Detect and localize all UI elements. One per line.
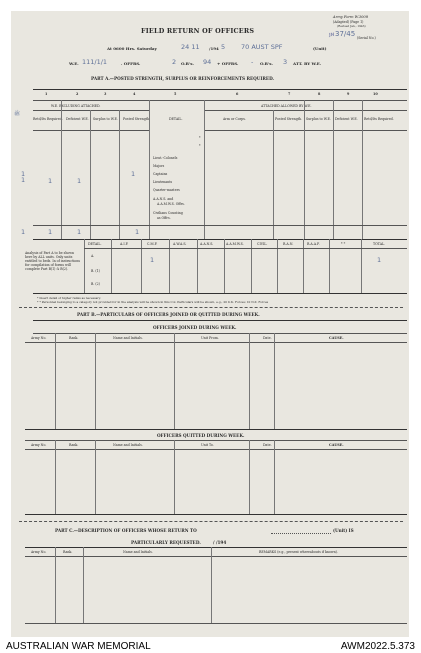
we-label: W.E. bbox=[69, 61, 79, 66]
form-number: Army Form W.3008 bbox=[333, 15, 368, 19]
vline bbox=[274, 440, 275, 514]
col-num-rule bbox=[33, 100, 407, 101]
vline bbox=[333, 100, 334, 240]
total-c4: 1 bbox=[135, 228, 140, 236]
ors-label: O.R's. bbox=[181, 61, 194, 66]
joined-title: OFFICERS JOINED DURING WEEK. bbox=[153, 325, 237, 330]
quitted-col-rank: Rank. bbox=[69, 443, 79, 447]
col-num-8: 8 bbox=[318, 92, 321, 96]
date-year: 5 bbox=[221, 43, 226, 51]
quitted-bottom-rule bbox=[25, 514, 407, 515]
an-row-a: A. bbox=[91, 254, 95, 258]
rank-lieutenants: Lieutenants bbox=[153, 180, 173, 184]
part-c-bottom-rule bbox=[25, 623, 407, 624]
part-b-rule bbox=[33, 320, 407, 321]
at-label: At 0600 Hrs. Saturday bbox=[107, 46, 157, 51]
plus-offrs-value: - bbox=[251, 58, 254, 66]
col-head-8: Surplus to W.E. bbox=[306, 117, 331, 121]
c3-ink: 1 bbox=[77, 177, 82, 185]
date-day: 24 11 bbox=[181, 43, 200, 51]
form-revised: (Revised Jan., 1943) bbox=[337, 24, 366, 28]
quitted-title: OFFICERS QUITTED DURING WEEK. bbox=[157, 433, 245, 438]
joined-rule bbox=[33, 333, 407, 334]
col-num-5: 5 bbox=[174, 92, 177, 96]
quitted-head-rule bbox=[25, 449, 407, 450]
unit-value: 70 AUST SPF bbox=[241, 43, 283, 51]
part-c-title-unit: (Unit) IS bbox=[333, 528, 354, 533]
ors-value: 94 bbox=[203, 58, 212, 66]
part-c-col-army: Army No. bbox=[31, 550, 47, 554]
col-num-1: 1 bbox=[45, 92, 48, 96]
rank-aamws: A.A.M.W.S. Offrs. bbox=[157, 202, 185, 206]
joined-col-unit: Unit From. bbox=[201, 336, 219, 340]
an-col-other: * * bbox=[341, 242, 346, 246]
vline bbox=[55, 440, 56, 514]
vline bbox=[95, 333, 96, 429]
part-c-col-rank: Rank. bbox=[63, 550, 73, 554]
analysis-note: Analysis of Part A to be shown here by ALL units. Only units entitled to beds. In of instructions for compilation of forms will complete Part B(1) & B(2). bbox=[25, 251, 81, 271]
an-total-value: 1 bbox=[377, 256, 382, 264]
an-col-aif: A.I.F. bbox=[120, 242, 129, 246]
offrs-value: 2 bbox=[172, 58, 177, 66]
rank-lt-col: Lieut.-Colonels bbox=[153, 156, 178, 160]
col-num-3: 3 bbox=[104, 92, 107, 96]
vline bbox=[249, 440, 250, 514]
quitted-col-name: Name and Initials. bbox=[113, 443, 143, 447]
joined-col-name: Name and Initials. bbox=[113, 336, 143, 340]
part-c-col-name: Name and Initials. bbox=[123, 550, 153, 554]
col-head-7: Posted Strength. bbox=[275, 117, 303, 121]
part-b-title: PART B.—PARTICULARS OF OFFICERS JOINED OR QUITTED DURING WEEK. bbox=[77, 312, 260, 317]
vline bbox=[304, 100, 305, 240]
offrs-label: . OFFRS. bbox=[121, 61, 141, 66]
col-head-5: DETAIL. bbox=[169, 117, 183, 121]
vline bbox=[149, 100, 150, 240]
unit-label: (Unit) bbox=[313, 46, 327, 51]
part-c-dash bbox=[19, 521, 403, 522]
col-head-1: Retd/Its Required. bbox=[33, 117, 63, 121]
rank-civilians-2: as Offrs. bbox=[157, 216, 171, 220]
col-num-6: 6 bbox=[236, 92, 239, 96]
rank-qm: Quarter-masters bbox=[153, 188, 180, 192]
vline bbox=[83, 547, 84, 623]
serial-value: 37/45 bbox=[335, 30, 356, 38]
an-col-aamws: A.A.M.W.S. bbox=[226, 242, 244, 246]
date-year-prefix: /194 bbox=[209, 46, 219, 51]
quitted-rule bbox=[25, 440, 407, 441]
an-row-b1: B. (1) bbox=[91, 269, 100, 273]
joined-col-cause: CAUSE. bbox=[329, 336, 344, 340]
joined-col-date: Date. bbox=[263, 336, 272, 340]
rank-majors: Majors bbox=[153, 164, 165, 168]
form-adapted: (Adapted) (Page 1) bbox=[333, 20, 364, 24]
an-col-awas: A.W.A.S. bbox=[173, 242, 187, 246]
col-num-2: 2 bbox=[76, 92, 79, 96]
vline bbox=[249, 333, 250, 429]
plus-offrs-label: + OFFRS. bbox=[217, 61, 239, 66]
form-page bbox=[11, 11, 409, 637]
vline bbox=[55, 333, 56, 429]
col-num-10: 10 bbox=[373, 92, 378, 96]
vline bbox=[274, 333, 275, 429]
form-title: FIELD RETURN OF OFFICERS bbox=[141, 27, 255, 35]
serial-label: (Serial No.) bbox=[357, 36, 376, 40]
col-head-rule-left bbox=[33, 130, 149, 131]
footer-institution: AUSTRALIAN WAR MEMORIAL bbox=[6, 641, 151, 652]
vline bbox=[55, 547, 56, 623]
an-col-raaf: R.A.A.F. bbox=[307, 242, 320, 246]
vline bbox=[61, 100, 62, 240]
c2-ink: 1 bbox=[48, 177, 53, 185]
an-row-b2: B. (2) bbox=[91, 282, 100, 286]
quitted-col-army: Army No. bbox=[31, 443, 47, 447]
joined-head-rule bbox=[25, 342, 407, 343]
part-a-top-rule bbox=[33, 89, 407, 90]
col-head-rule-right bbox=[204, 130, 407, 131]
asterisk: * bbox=[199, 144, 201, 148]
ors2-value: 3 bbox=[283, 58, 288, 66]
col-head-9: Deficient W.E. bbox=[335, 117, 358, 121]
an-col-civil: CIVIL. bbox=[257, 242, 268, 246]
totals-rule-top bbox=[33, 225, 407, 226]
vline bbox=[95, 440, 96, 514]
archive-footer bbox=[0, 637, 421, 653]
vline bbox=[362, 100, 363, 240]
joined-col-army: Army No. bbox=[31, 336, 47, 340]
vline bbox=[211, 547, 212, 623]
an-aif-value: 1 bbox=[150, 256, 155, 264]
quitted-col-cause: CAUSE. bbox=[329, 443, 344, 447]
rank-civilians: Civilians Counting bbox=[153, 211, 183, 215]
col-head-2: Deficient W.E. bbox=[66, 117, 89, 121]
quitted-col-date: Date. bbox=[263, 443, 272, 447]
margin-mark: ﷺ bbox=[14, 111, 21, 117]
an-col-total: TOTAL. bbox=[373, 242, 386, 246]
part-c-unit-blank bbox=[271, 533, 331, 534]
att-label: ATT. BY W.E. bbox=[293, 61, 322, 66]
rank-captains: Captains bbox=[153, 172, 168, 176]
part-c-title-1: PART C.—DESCRIPTION OF OFFICERS WHOSE RETURN TO bbox=[55, 528, 197, 533]
col-num-9: 9 bbox=[347, 92, 350, 96]
an-bottom-rule bbox=[33, 293, 407, 294]
total-c1: 1 bbox=[21, 228, 26, 236]
total-c3: 1 bbox=[77, 228, 82, 236]
vline bbox=[90, 110, 91, 240]
part-c-date: / /194 bbox=[213, 540, 227, 545]
part-b-dash bbox=[19, 307, 403, 308]
col-head-3: Surplus to W.E. bbox=[93, 117, 118, 121]
we-excl-rule bbox=[33, 110, 149, 111]
we-excluding-label: W.E. EXCLUDING ATTACHED. bbox=[51, 104, 101, 108]
col-head-6: Arm or Corps. bbox=[223, 117, 246, 121]
an-col-aans: A.A.N.S. bbox=[200, 242, 214, 246]
an-col-detail: DETAIL. bbox=[88, 242, 102, 246]
asterisk: * bbox=[199, 136, 201, 140]
col-num-7: 7 bbox=[288, 92, 291, 96]
part-c-col-remarks: REMARKS (e.g., present whereabouts if known). bbox=[259, 550, 338, 554]
col-head-10: Retd/Its Required. bbox=[364, 117, 394, 121]
quitted-col-unit: Unit To. bbox=[201, 443, 214, 447]
vline bbox=[174, 440, 175, 514]
attached-allowed-label: ATTACHED ALLOWED BY W.E. bbox=[261, 104, 312, 108]
rank-aans: A.A.N.S. and bbox=[153, 197, 174, 201]
total-c2: 1 bbox=[48, 228, 53, 236]
totals-rule-bottom bbox=[33, 239, 407, 240]
footnote-2: * * Personnel belonging to a category not provided for in the analysis will be shown in this Col. Particulars will be shown, e.g., 20 U.K. Forces; 10 N.Z. Forces bbox=[37, 300, 269, 304]
joined-bottom-rule bbox=[25, 429, 407, 430]
an-col-cmf: C.M.F. bbox=[147, 242, 158, 246]
footer-accession: AWM2022.5.373 bbox=[340, 641, 415, 652]
col-head-4: Posted Strength. bbox=[123, 117, 151, 121]
date-stamp: JN bbox=[328, 32, 335, 39]
joined-col-rank: Rank. bbox=[69, 336, 79, 340]
col-num-4: 4 bbox=[133, 92, 136, 96]
an-head-rule bbox=[84, 248, 407, 249]
we-value: 111/1/1 bbox=[82, 58, 108, 66]
attached-rule bbox=[204, 110, 407, 111]
vline bbox=[174, 333, 175, 429]
vline bbox=[204, 100, 205, 240]
part-c-title-2: PARTICULARLY REQUESTED. bbox=[131, 540, 201, 545]
c4-ink: 1 bbox=[131, 170, 136, 178]
vline bbox=[273, 110, 274, 240]
vline bbox=[119, 110, 120, 240]
an-col-ran: R.A.N. bbox=[283, 242, 294, 246]
c1-ink: 1 1 bbox=[21, 170, 26, 184]
footnote-1: * Insert detail of higher ranks as necessary. bbox=[37, 296, 101, 300]
part-a-title: PART A.—POSTED STRENGTH, SURPLUS OR REINFORCEMENTS REQUIRED. bbox=[91, 76, 275, 81]
ors2-label: O.R's. bbox=[260, 61, 273, 66]
